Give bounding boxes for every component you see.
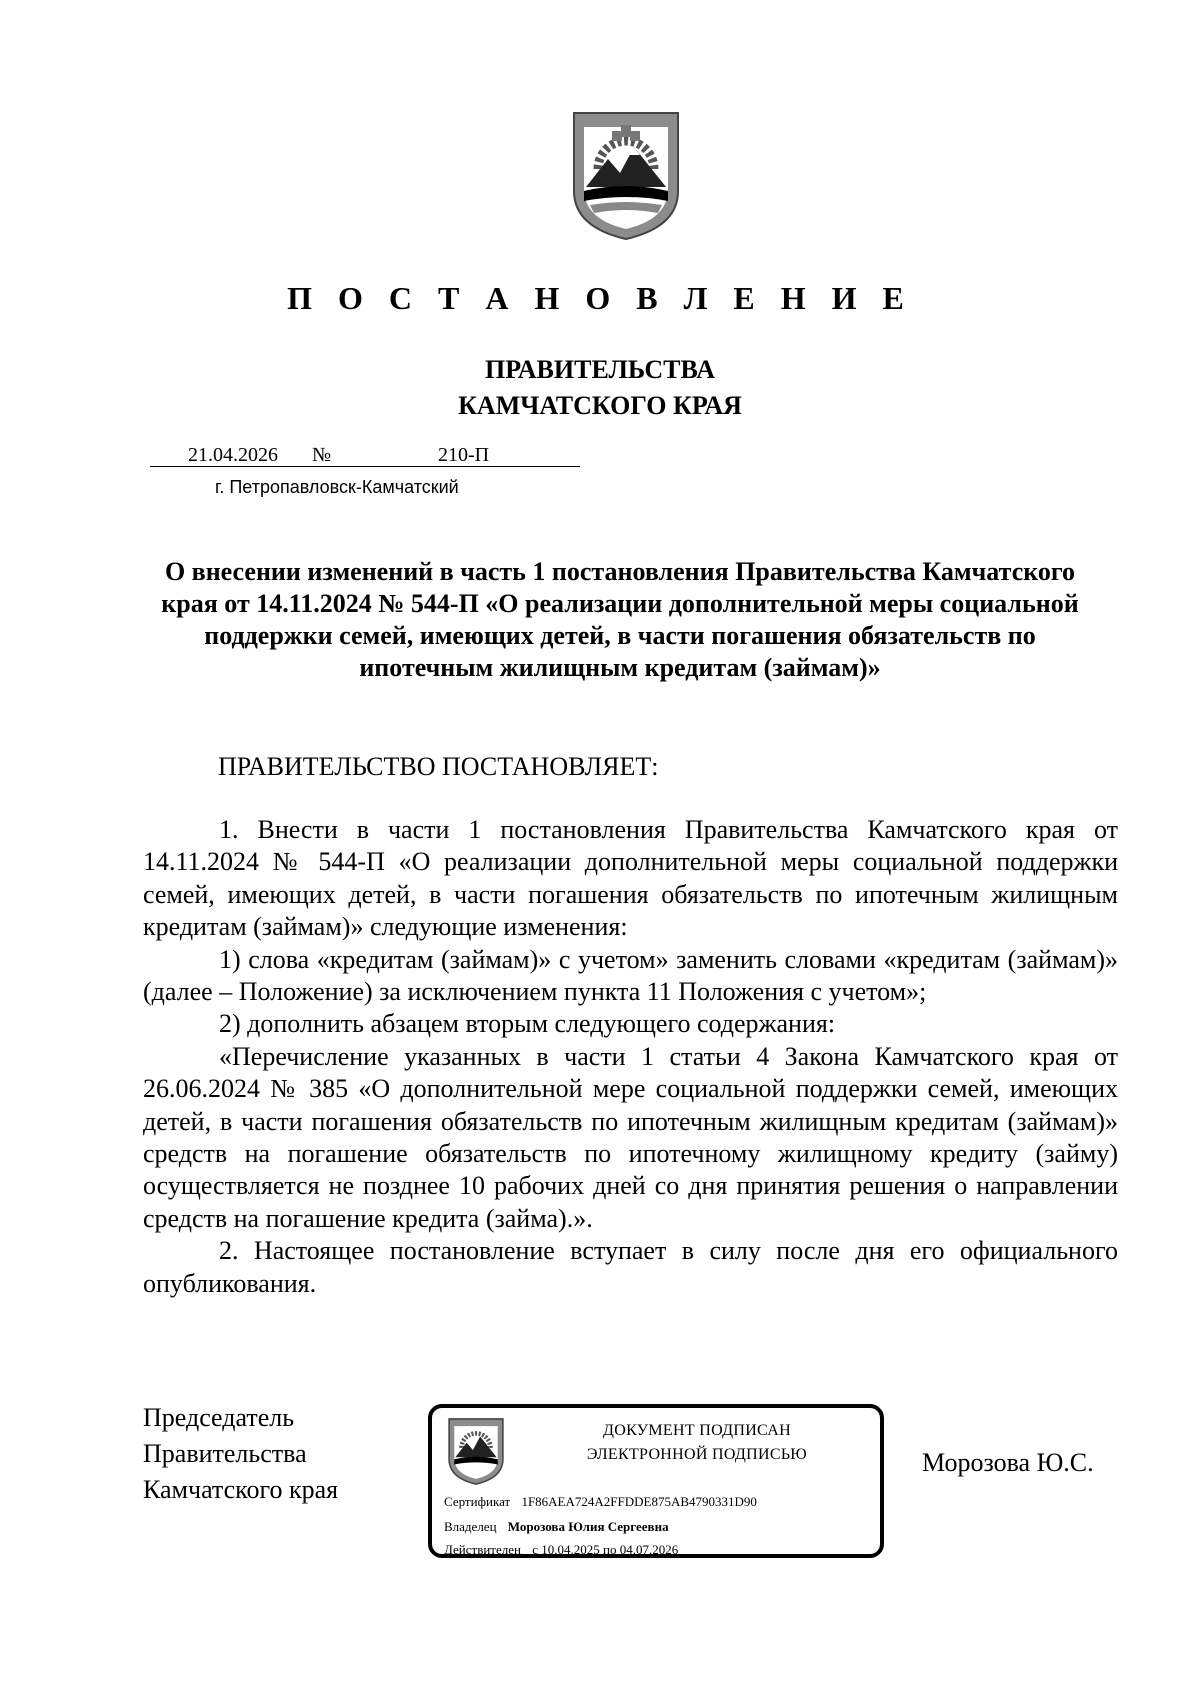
date-underline <box>150 466 580 467</box>
number-sign: № <box>312 444 332 466</box>
paragraph: 2. Настоящее постановление вступает в силу после дня его официального опубликования. <box>143 1236 1118 1298</box>
signer-position-line-1: Председатель <box>143 1403 295 1432</box>
decree-heading: ПРАВИТЕЛЬСТВО ПОСТАНОВЛЯЕТ: <box>218 752 659 781</box>
document-type-title: П О С Т А Н О В Л Е Н И Е <box>287 280 913 316</box>
document-subject: О внесении изменений в часть 1 постановления Правительства Камчатского края от 14.11.2024 № 544-П «О реализации дополнительной меры социальной поддержки семей, имеющих детей, в части погашения обязательств по ипотечным жилищным кредитам (займам)» <box>161 557 1079 682</box>
owner-label: Владелец <box>444 1519 497 1534</box>
validity-label: Действителен <box>444 1542 521 1557</box>
document-number: 210-П <box>438 444 490 466</box>
issuing-authority <box>0 352 1200 424</box>
paragraph: 1. Внести в части 1 постановления Правительства Камчатского края от 14.11.2024 № 544-П «О реализации дополнительной меры социальной поддержки семей, имеющих детей, в части погашения обязательств по ипотечным жилищным кредитам (займам)» следующие изменения: <box>143 815 1118 942</box>
stamp-heading-line-1: ДОКУМЕНТ ПОДПИСАН <box>603 1422 791 1439</box>
signer-name: Морозова Ю.С. <box>922 1448 1094 1477</box>
stamp-emblem-icon <box>446 1416 506 1486</box>
authority-line-2: КАМЧАТСКОГО КРАЯ <box>458 391 742 420</box>
coat-of-arms-emblem <box>568 109 684 241</box>
owner-row <box>444 1519 669 1535</box>
electronic-signature-stamp <box>428 1404 884 1558</box>
validity-row <box>444 1542 678 1558</box>
valid-from-label: с <box>532 1542 538 1557</box>
date-number-row <box>150 444 580 468</box>
valid-from-date: 10.04.2025 <box>541 1542 600 1557</box>
issue-city: г. Петропавловск-Камчатский <box>215 477 459 497</box>
certificate-row <box>444 1494 757 1510</box>
certificate-label: Сертификат <box>444 1494 511 1509</box>
document-date: 21.04.2026 <box>188 444 278 466</box>
signer-position-line-2: Правительства <box>143 1439 307 1468</box>
signer-position-line-3: Камчатского края <box>143 1475 339 1504</box>
authority-line-1: ПРАВИТЕЛЬСТВА <box>485 355 715 384</box>
valid-to-label: по <box>603 1542 617 1557</box>
paragraph: «Перечисление указанных в части 1 статьи 4 Закона Камчатского края от 26.06.2024 № 385 «О дополнительной мере социальной поддержки семей, имеющих детей, в части погашения обязательств по ипотечным жилищным кредитам (займам)» средств на погашение обязательств по ипотечному жилищному кредиту (займу) осуществляется не позднее 10 рабочих дней со дня принятия решения о направлении средств на погашение кредита (займа).». <box>143 1041 1118 1233</box>
owner-value: Морозова Юлия Сергеевна <box>507 1519 669 1534</box>
certificate-value: 1F86AEA724A2FFDDE875AB4790331D90 <box>521 1494 757 1509</box>
valid-to-date: 04.07.2026 <box>619 1542 679 1557</box>
paragraph: 1) слова «кредитам (займам)» с учетом» заменить словами «кредитам (займам)» (далее – Положение) за исключением пункта 11 Положения с учетом»; <box>143 944 1118 1007</box>
document-body <box>143 814 1118 1300</box>
stamp-heading-line-2: ЭЛЕКТРОННОЙ ПОДПИСЬЮ <box>586 1446 808 1463</box>
signer-position <box>143 1400 338 1508</box>
paragraph: 2) дополнить абзацем вторым следующего содержания: <box>219 1009 836 1039</box>
